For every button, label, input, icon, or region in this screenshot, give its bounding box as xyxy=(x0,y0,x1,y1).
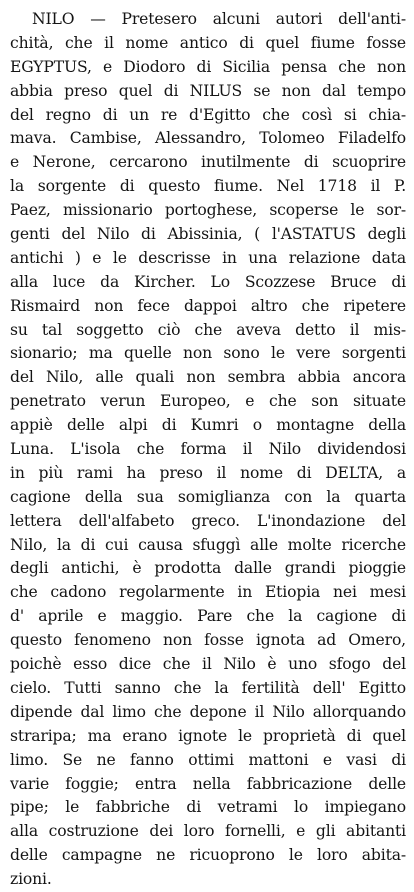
text-line: alla costruzione dei loro fornelli, e gli abitanti xyxy=(10,822,406,841)
text-line: cagione della sua somiglianza con la quarta xyxy=(10,487,406,506)
text-line: limo. Se ne fanno ottimi mattoni e vasi di xyxy=(10,750,406,769)
text-line: degli antichi, è prodotta dalle grandi pioggie xyxy=(10,559,406,578)
text-line: Luna. L'isola che forma il Nilo dividendosi xyxy=(10,440,406,459)
text-line: Rismaird non fece dappoi altro che ripetere xyxy=(10,296,406,315)
text-line: antichi ) e le descrisse in una relazione data xyxy=(10,248,406,267)
text-line: chità, che il nome antico di quel fiume fosse xyxy=(10,33,406,52)
text-line: che cadono regolarmente in Etiopia nei mesi xyxy=(10,583,406,602)
text-line: pipe; le fabbriche di vetrami lo impiegano xyxy=(10,798,406,817)
text-line: abbia preso quel di NILUS se non dal tempo xyxy=(10,81,406,100)
text-line: penetrato verun Europeo, e che son situate xyxy=(10,392,406,411)
text-line: zioni. xyxy=(10,870,52,889)
text-line: alla luce da Kircher. Lo Scozzese Bruce di xyxy=(10,272,406,291)
text-line: Nilo, la di cui causa sfuggì alle molte ricerche xyxy=(10,535,406,554)
text-line: EGYPTUS, e Diodoro di Sicilia pensa che non xyxy=(10,57,406,76)
text-line: genti del Nilo di Abissinia, ( l'ASTATUS degli xyxy=(10,225,406,244)
text-line: sionario; ma quelle non sono le vere sorgenti xyxy=(10,344,406,363)
text-line: questo fenomeno non fosse ignota ad Omero, xyxy=(10,631,406,650)
text-line: straripa; ma erano ignote le proprietà di quel xyxy=(10,726,406,745)
text-line: Paez, missionario portoghese, scoperse le sor- xyxy=(10,201,406,220)
text-line: lettera dell'alfabeto greco. L'inondazione del xyxy=(10,511,406,530)
text-line: cielo. Tutti sanno che la fertilità dell' Egitto xyxy=(10,678,406,697)
text-line: NILO — Pretesero alcuni autori dell'anti- xyxy=(32,10,406,28)
text-line: su tal soggetto ciò che aveva detto il mis- xyxy=(10,320,406,339)
text-line: del Nilo, alle quali non sembra abbia ancora xyxy=(10,368,406,387)
document-page xyxy=(10,8,406,892)
text-line: varie foggie; entra nella fabbricazione delle xyxy=(10,774,406,793)
text-line: appiè delle alpi di Kumri o montagne della xyxy=(10,416,406,435)
text-line: del regno di un re d'Egitto che così si chia- xyxy=(10,105,406,124)
text-line: e Nerone, cercarono inutilmente di scuoprire xyxy=(10,153,406,172)
text-line: delle campagne ne ricuoprono le loro abita- xyxy=(10,846,406,865)
text-line: poichè esso dice che il Nilo è uno sfogo del xyxy=(10,655,406,674)
text-line: d' aprile e maggio. Pare che la cagione di xyxy=(10,607,406,626)
article-paragraph xyxy=(10,8,406,892)
text-line: la sorgente di questo fiume. Nel 1718 il P. xyxy=(10,177,406,196)
text-line: in più rami ha preso il nome di DELTA, a xyxy=(10,463,406,482)
text-line: dipende dal limo che depone il Nilo allorquando xyxy=(10,702,406,721)
text-line: mava. Cambise, Alessandro, Tolomeo Filadelfo xyxy=(10,129,406,148)
